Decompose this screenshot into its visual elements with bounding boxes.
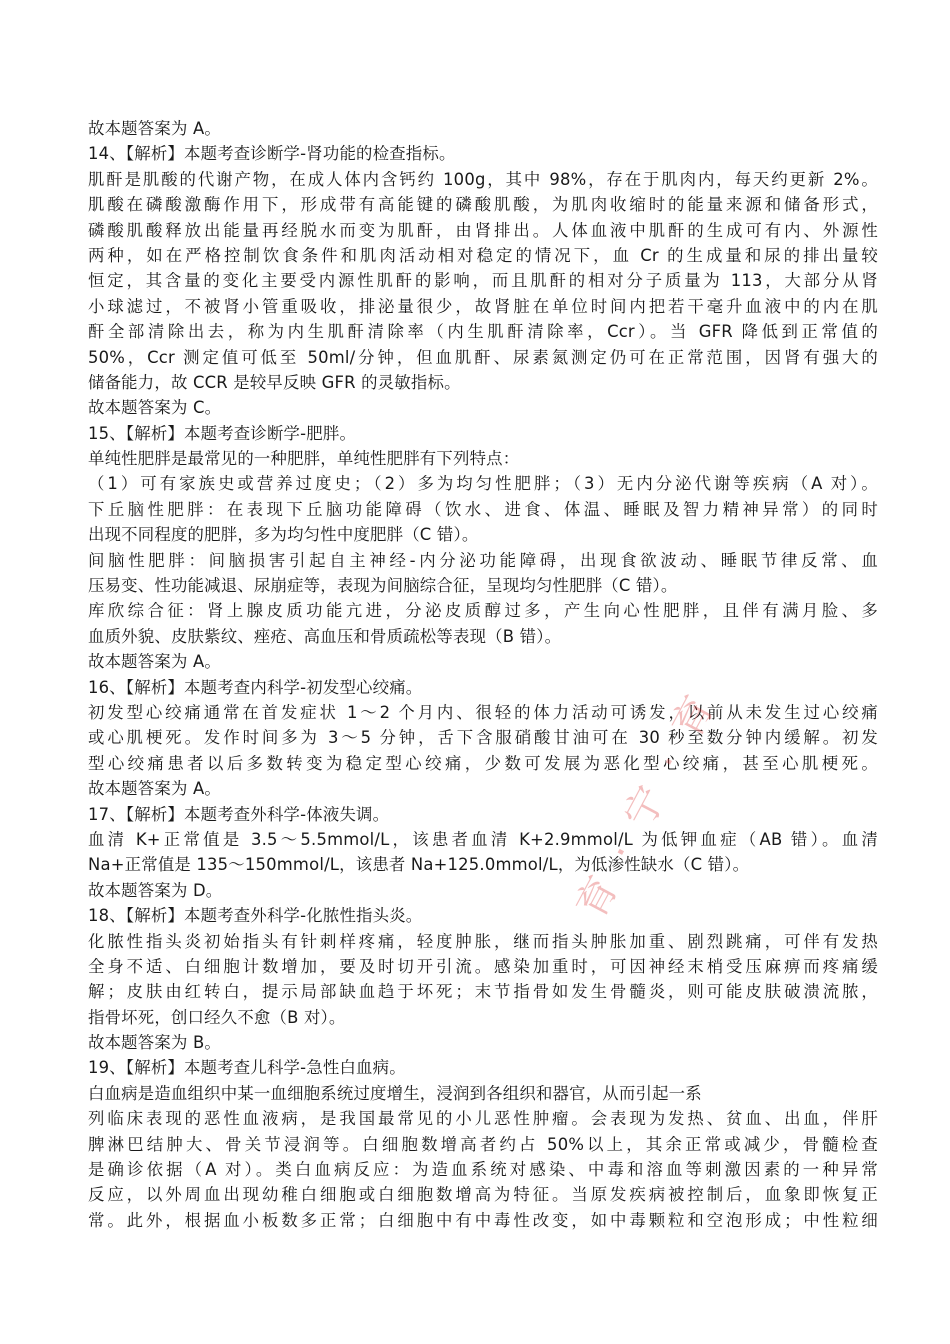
text-line: 库欣综合征：肾上腺皮质功能亢进，分泌皮质醇过多，产生向心性肥胖，且伴有满月脸、多 <box>88 601 878 621</box>
text-line: 故本题答案为 D。 <box>88 880 223 900</box>
text-line: 14、【解析】本题考查诊断学-肾功能的检查指标。 <box>88 144 456 164</box>
text-line: 肌酸在磷酸激酶作用下，形成带有高能键的磷酸肌酸，为肌肉收缩时的能量来源和储备形式， <box>88 195 878 215</box>
text-line: 故本题答案为 B。 <box>88 1033 221 1053</box>
text-line: 酐全部清除出去，称为内生肌酐清除率（内生肌酐清除率，Ccr）。当 GFR 降低到正常值的 <box>88 322 878 342</box>
text-line: 50%，Ccr 测定值可低至 50ml/分钟，但血肌酐、尿素氮测定仍可在正常范围，因肾有强大的 <box>88 347 878 367</box>
text-line: 小球滤过，不被肾小管重吸收，排泌量很少，故肾脏在单位时间内把若干毫升血液中的内在肌 <box>88 296 878 316</box>
text-line: 肌酐是肌酸的代谢产物，在成人体内含钙约 100g，其中 98%，存在于肌肉内，每天约更新 2%。 <box>88 169 878 189</box>
text-line: 血质外貌、皮肤紫纹、痤疮、高血压和骨质疏松等表现（B 错）。 <box>88 626 562 646</box>
text-line: 常。此外，根据血小板数多正常；白细胞中有中毒性改变，如中毒颗粒和空泡形成；中性粒细 <box>88 1210 878 1230</box>
text-line: 是确诊依据（A 对）。类白血病反应：为造血系统对感染、中毒和溶血等刺激因素的一种异常 <box>88 1160 878 1180</box>
text-line: 型心绞痛患者以后多数转变为稳定型心绞痛，少数可发展为恶化型心绞痛，甚至心肌梗死。 <box>88 753 878 773</box>
text-line: （1）可有家族史或营养过度史；（2）多为均匀性肥胖；（3）无内分泌代谢等疾病（A 对）。 <box>88 474 878 494</box>
text-line: 故本题答案为 A。 <box>88 119 221 138</box>
text-line: 19、【解析】本题考查儿科学-急性白血病。 <box>88 1058 406 1078</box>
text-line: 15、【解析】本题考查诊断学-肥胖。 <box>88 423 357 443</box>
text-line: 故本题答案为 C。 <box>88 398 222 418</box>
text-line: 18、【解析】本题考查外科学-化脓性指头炎。 <box>88 906 423 926</box>
document-body <box>88 116 878 1233</box>
text-line: 初发型心绞痛通常在首发症状 1～2 个月内、很轻的体力活动可诱发，以前从未发生过心绞痛 <box>88 702 878 722</box>
text-line: 指骨坏死，创口经久不愈（B 对）。 <box>88 1007 346 1027</box>
text-line: 下丘脑性肥胖：在表现下丘脑功能障碍（饮水、进食、体温、睡眠及智力精神异常）的同时 <box>88 499 878 519</box>
text-line: 反应，以外周血出现幼稚白细胞或白细胞数增高为特征。当原发疾病被控制后，血象即恢复正 <box>88 1185 878 1205</box>
text-line: 16、【解析】本题考查内科学-初发型心绞痛。 <box>88 677 423 697</box>
text-line: 故本题答案为 A。 <box>88 652 221 672</box>
text-line: Na+正常值是 135～150mmol/L，该患者 Na+125.0mmol/L，为低渗性缺水（C 错）。 <box>88 855 750 875</box>
text-line: 压易变、性功能减退、尿崩症等，表现为间脑综合征，呈现均匀性肥胖（C 错）。 <box>88 576 678 596</box>
text-line: 或心肌梗死。发作时间多为 3～5 分钟，舌下含服硝酸甘油可在 30 秒至数分钟内缓解。初发 <box>88 728 878 748</box>
watermark: 育 · 宁 · 育 <box>567 683 727 926</box>
text-line: 全身不适、白细胞计数增加，要及时切开引流。感染加重时，可因神经末梢受压麻痹而疼痛缓 <box>88 956 878 976</box>
text-line: 单纯性肥胖是最常见的一种肥胖，单纯性肥胖有下列特点： <box>88 449 520 469</box>
text-line: 出现不同程度的肥胖，多为均匀性中度肥胖（C 错）。 <box>88 525 479 545</box>
text-line: 17、【解析】本题考查外科学-体液失调。 <box>88 804 390 824</box>
text-line: 恒定，其含量的变化主要受内源性肌酐的影响，而且肌酐的相对分子质量为 113，大部分从肾 <box>88 271 878 291</box>
text-line: 解；皮肤由红转白，提示局部缺血趋于坏死；末节指骨如发生骨髓炎，则可能皮肤破溃流脓， <box>88 982 878 1002</box>
text-line: 两种，如在严格控制饮食条件和肌肉活动相对稳定的情况下，血 Cr 的生成量和尿的排出量较 <box>88 245 878 265</box>
text-line: 储备能力，故 CCR 是较早反映 GFR 的灵敏指标。 <box>88 372 461 392</box>
text-line: 脾淋巴结肿大、骨关节浸润等。白细胞数增高者约占 50%以上，其余正常或减少，骨髓检查 <box>88 1134 878 1154</box>
text-line: 化脓性指头炎初始指头有针刺样疼痛，轻度肿胀，继而指头肿胀加重、剧烈跳痛，可伴有发热 <box>88 931 878 951</box>
text-line: 间脑性肥胖：间脑损害引起自主神经-内分泌功能障碍，出现食欲波动、睡眠节律反常、血 <box>88 550 878 570</box>
text-line: 白血病是造血组织中某一血细胞系统过度增生，浸润到各组织和器官，从而引起一系 <box>88 1083 702 1103</box>
text-line: 血清 K+正常值是 3.5～5.5mmol/L，该患者血清 K+2.9mmol/L 为低钾血症（AB 错）。血清 <box>88 829 878 849</box>
text-line: 故本题答案为 A。 <box>88 779 221 799</box>
text-line: 磷酸肌酸释放出能量再经脱水而变为肌酐，由肾排出。人体血液中肌酐的生成可有内、外源性 <box>88 220 878 240</box>
text-line: 列临床表现的恶性血液病，是我国最常见的小儿恶性肿瘤。会表现为发热、贫血、出血，伴肝 <box>88 1109 878 1129</box>
